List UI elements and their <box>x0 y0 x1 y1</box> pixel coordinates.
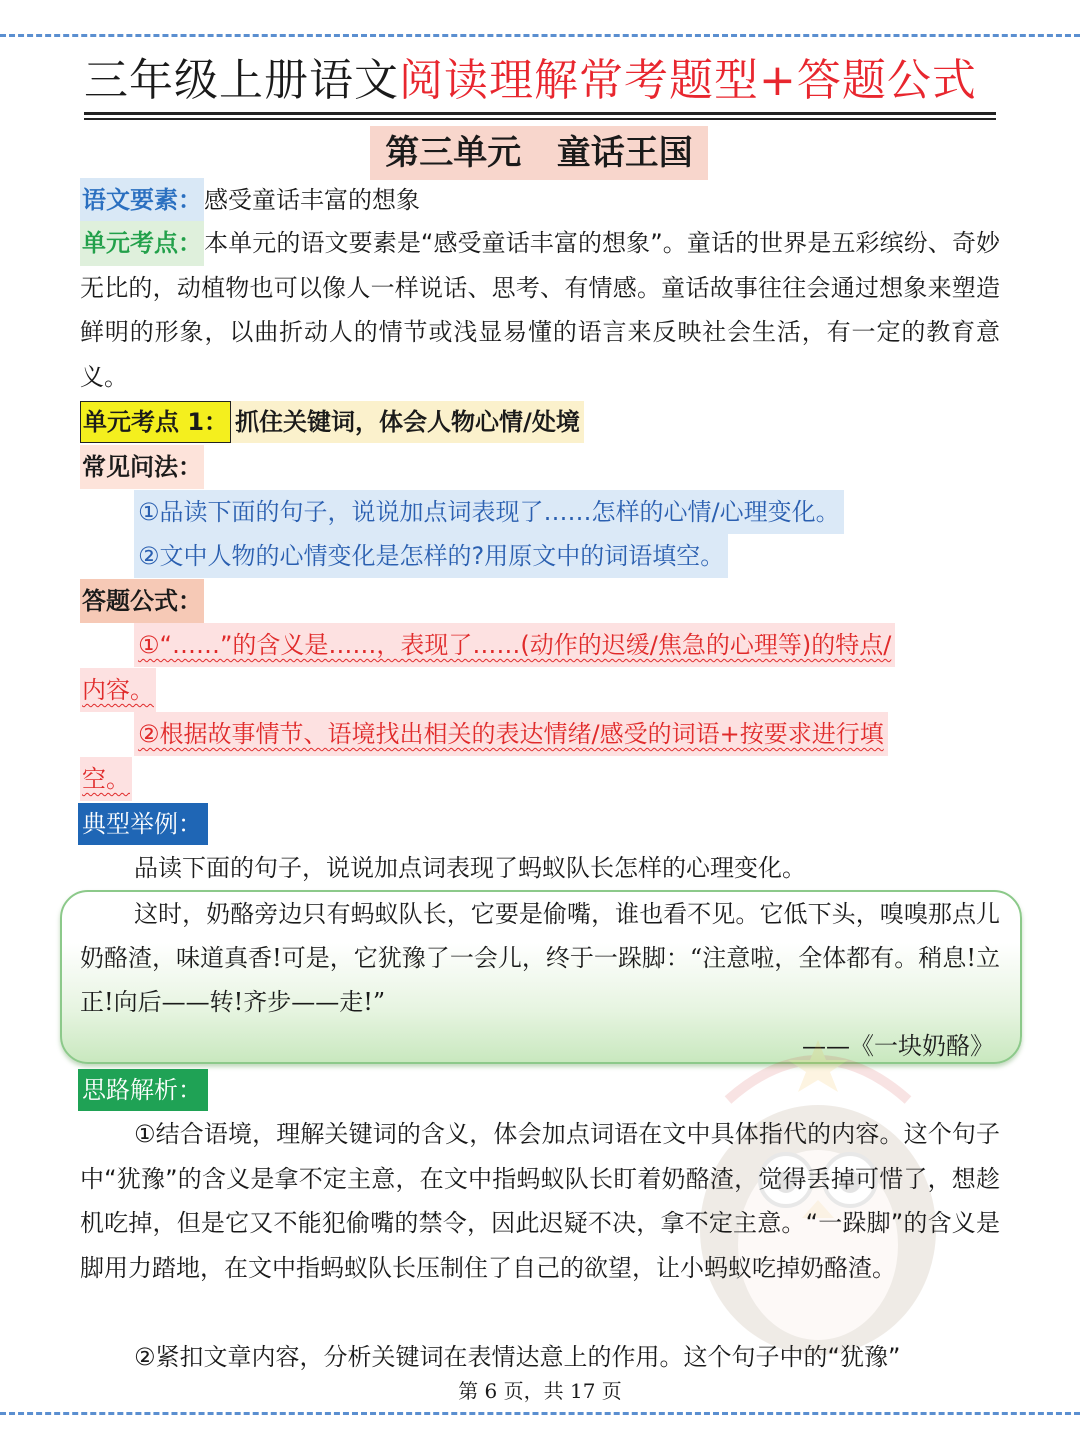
formula-row <box>80 579 204 623</box>
analysis-paragraph-2: ②紧扣文章内容，分析关键词在表情达意上的作用。这个句子中的“犹豫” <box>134 1343 901 1371</box>
exam-points-text: 本单元的语文要素是“感受童话丰富的想象”。童话的世界是五彩缤纷、奇妙无比的，动植物也可以像人一样说话、思考、有情感。童话故事往往会通过想象来塑造鲜明的形象，以曲折动人的情节或浅显易懂的语言来反映社会生活，有一定的教育意义。 <box>80 229 1000 391</box>
exam-points-paragraph <box>80 221 1000 399</box>
example-passage: 这时，奶酪旁边只有蚂蚁队长，它要是偷嘴，谁也看不见。它低下头，嗅嗅那点儿奶酪渣，味道真香!可是，它犹豫了一会儿，终于一跺脚：“注意啦，全体都有。稍息!立正!向后——转!齐步——走!” <box>80 900 1000 1016</box>
unit-heading: 第三单元 童话王国 <box>370 126 708 180</box>
example-source: ——《一块奶酪》 <box>802 1032 994 1060</box>
element-text: 感受童话丰富的想象 <box>204 186 420 214</box>
common-questions-label: 常见问法： <box>80 445 204 489</box>
formula-text: ①“……”的含义是……，表现了……(动作的迟缓/焦急的心理等)的特点/ <box>134 623 895 667</box>
example-row <box>78 802 208 846</box>
common-question-text: ①品读下面的句子，说说加点词表现了……怎样的心情/心理变化。 <box>134 490 844 534</box>
title-part-2: 阅读理解常考题型+答题公式 <box>399 55 977 106</box>
title-rule <box>84 112 996 115</box>
common-questions-row <box>80 445 204 489</box>
point1-text: 抓住关键词，体会人物心情/处境 <box>231 401 584 443</box>
top-dashed-border <box>0 34 1080 37</box>
exam-points-label: 单元考点： <box>80 221 204 266</box>
formula-item-continued <box>80 757 132 801</box>
formula-text: ②根据故事情节、语境找出相关的表达情绪/感受的词语+按要求进行填 <box>134 712 888 756</box>
formula-text: 内容。 <box>80 668 156 712</box>
analysis-label: 思路解析： <box>78 1069 208 1111</box>
formula-item <box>134 623 895 667</box>
common-question-item <box>134 490 844 534</box>
common-question-text: ②文中人物的心情变化是怎样的?用原文中的词语填空。 <box>134 534 728 578</box>
page-footer: 第 6 页，共 17 页 <box>458 1379 622 1403</box>
formula-text: 空。 <box>80 757 132 801</box>
point1-row <box>80 400 584 444</box>
example-question: 品读下面的句子，说说加点词表现了蚂蚁队长怎样的心理变化。 <box>134 854 806 882</box>
element-label: 语文要素： <box>80 178 204 222</box>
example-label: 典型举例： <box>78 803 208 845</box>
title-rule <box>84 118 996 120</box>
bottom-dashed-border <box>0 1412 1080 1415</box>
formula-item <box>134 712 888 756</box>
analysis-row <box>78 1068 208 1112</box>
element-row <box>80 178 420 222</box>
formula-item-continued <box>80 668 156 712</box>
page-title <box>84 52 996 110</box>
analysis-paragraph-1: ①结合语境，理解关键词的含义，体会加点词语在文中具体指代的内容。这个句子中“犹豫”的含义是拿不定主意，在文中指蚂蚁队长盯着奶酪渣，觉得丢掉可惜了，想趁机吃掉，但是它又不能犯偷嘴的禁令，因此迟疑不决，拿不定主意。“一跺脚”的含义是脚用力踏地，在文中指蚂蚁队长压制住了自己的欲望，让小蚂蚁吃掉奶酪渣。 <box>80 1120 1000 1282</box>
formula-label: 答题公式： <box>80 579 204 623</box>
point1-label: 单元考点 1： <box>80 401 231 443</box>
common-question-item <box>134 534 728 578</box>
title-part-1: 三年级上册语文 <box>84 55 399 106</box>
